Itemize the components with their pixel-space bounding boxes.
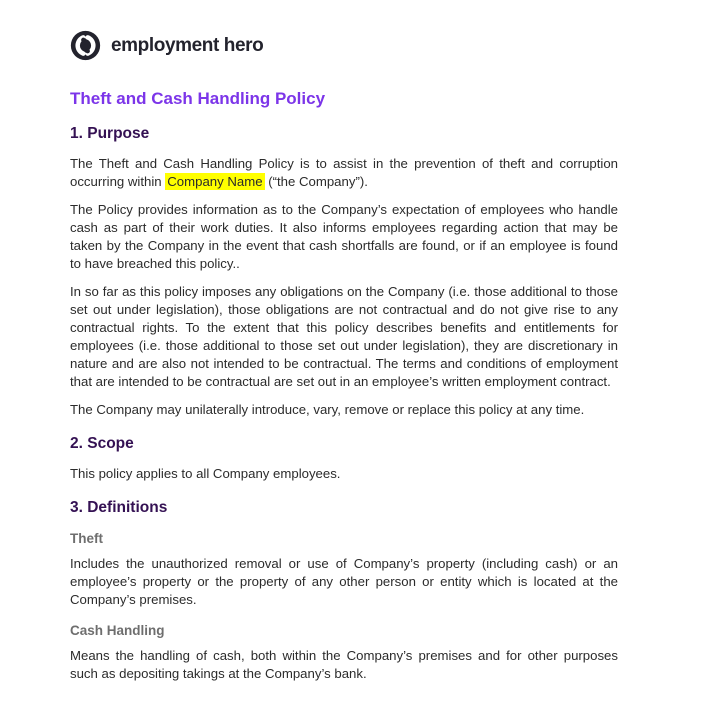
purpose-paragraph-3: In so far as this policy imposes any obligations on the Company (i.e. those additional to those set out under legislation), those obligations are not contractual and do not give rise to any contractual rights. To the extent that this policy describes benefits and entitlements for employees (i.e. those additional to those set out under legislation), they are discretionary in nature and are also not intended to be contractual. The terms and conditions of employment that are intended to be contractual are set out in an employee’s written employment contract. [70, 284, 618, 389]
brand-wordmark: employment hero [111, 34, 264, 56]
employment-hero-logo-icon [70, 30, 101, 61]
definition-text-theft: Includes the unauthorized removal or use of Company’s property (including cash) or an employee’s property or the property of any other person or entity which is located at the Company’s premises. [70, 556, 618, 607]
scope-paragraph-1: This policy applies to all Company employees. [70, 466, 341, 481]
definition-term-cash-handling: Cash Handling [70, 623, 165, 638]
purpose-paragraph-2: The Policy provides information as to the Company’s expectation of employees who handle cash as part of their work duties. It also informs employees regarding action that may be taken by the Company in the event that cash shortfalls are found, or if an employee is found to have breached this policy.. [70, 202, 618, 271]
text-run: (“the Company”). [264, 174, 368, 189]
purpose-paragraph-1 [70, 155, 618, 191]
document-title: Theft and Cash Handling Policy [70, 89, 326, 108]
purpose-paragraph-4: The Company may unilaterally introduce, vary, remove or replace this policy at any time. [70, 402, 585, 417]
section-heading-purpose: 1. Purpose [70, 125, 150, 142]
section-heading-scope: 2. Scope [70, 435, 134, 452]
text-run: The Theft and Cash Handling Policy is to assist in the prevention of theft and corruption occurring within [70, 156, 618, 189]
section-heading-definitions: 3. Definitions [70, 499, 168, 516]
definition-term-theft: Theft [70, 531, 103, 546]
company-name-highlight: Company Name [167, 174, 263, 189]
definition-text-cash-handling: Means the handling of cash, both within the Company’s premises and for other purposes such as depositing takings at the Company’s bank. [70, 648, 618, 681]
brand-header [70, 30, 618, 61]
